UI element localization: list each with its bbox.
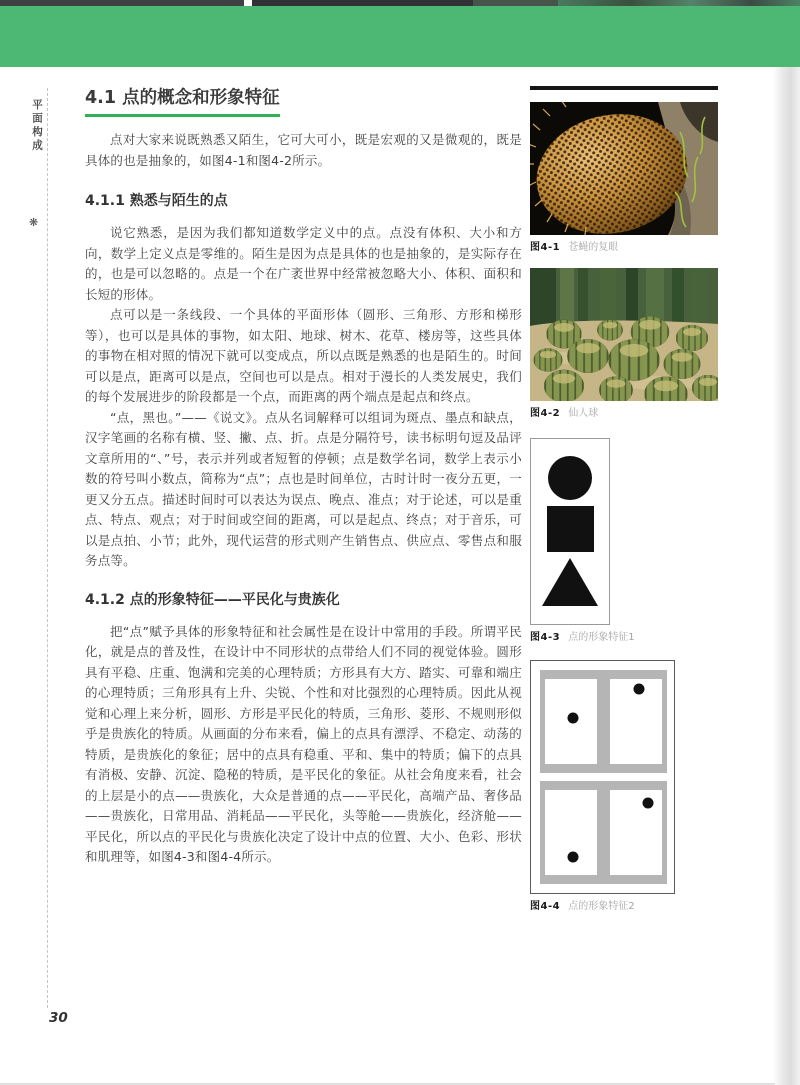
figure-caption: 点的形象特征1 xyxy=(568,632,635,643)
intro-paragraph: 点对大家来说既熟悉又陌生，它可大可小，既是宏观的又是微观的，既是具体的也是抽象的，如图4-1和图4-2所示。 xyxy=(85,132,522,168)
subsection-heading-411: 4.1.1 熟悉与陌生的点 xyxy=(85,193,228,209)
circle-shape xyxy=(548,456,592,500)
dot-panel-bottom xyxy=(540,781,667,884)
figure-4-2 xyxy=(530,268,718,420)
dot-cell xyxy=(545,679,597,764)
body-paragraph: 把“点”赋予具体的形象特征和社会属性是在设计中常用的手段。所谓平民化，就是点的普及性，在设计中不同形状的点带给人们不同的视觉体验。圆形具有平稳、庄重、饱满和完美的心理特质；方形具有大方、踏实、可靠和端庄的心理特质；三角形具有上升、尖锐、个性和对比强烈的心理特质。因此从视觉和心理上来分析，圆形、方形是平民化的特质，三角形、菱形、不规则形似乎是贵族化的特质。从画面的分布来看，偏上的点具有漂浮、不稳定、动荡的特质，是贵族化的象征；居中的点具有稳重、平和、集中的特质；偏下的点具有消极、安静、沉淀、隐秘的特质，是平民化的象征。从社会角度来看，社会的上层是小的点——贵族化，大众是普通的点——平民化，高端产品、奢侈品——贵族化，日常用品、消耗品——平民化，头等舱——贵族化，经济舱——平民化，所以点的平民化与贵族化决定了设计中点的位置、大小、色彩、形状和肌理等，如图4-3和图4-4所示。 xyxy=(85,623,522,864)
figure-4-3 xyxy=(530,438,718,644)
figure-label: 图4-2 xyxy=(530,408,561,419)
figure-column-rule xyxy=(530,86,718,90)
dot-cell xyxy=(610,679,662,764)
dot xyxy=(643,797,654,808)
dot-position-diagram xyxy=(530,660,675,894)
cactus-photo xyxy=(530,268,718,401)
chapter-header-band xyxy=(0,6,800,67)
figure-caption: 点的形象特征2 xyxy=(568,901,635,912)
figure-4-4 xyxy=(530,660,718,913)
main-text-column xyxy=(85,88,522,868)
subsection-heading-412: 4.1.2 点的形象特征——平民化与贵族化 xyxy=(85,591,340,608)
figure-caption-row xyxy=(530,407,718,420)
figure-caption: 苍蝇的复眼 xyxy=(568,242,619,253)
figure-label: 图4-4 xyxy=(530,901,561,912)
figure-caption-row xyxy=(530,631,718,644)
figure-caption-row xyxy=(530,241,718,254)
figure-label: 图4-3 xyxy=(530,632,561,643)
body-paragraph: 说它熟悉，是因为我们都知道数学定义中的点。点没有体积、大小和方向，数学上定义点是零维的。陌生是因为点是具体的也是抽象的，是实际存在的，也是可以忽略的。点是一个在广袤世界中经常被忽略大小、体积、面积和长短的形体。 xyxy=(85,225,522,302)
compound-eye-photo xyxy=(530,102,718,235)
figure-label: 图4-1 xyxy=(530,242,561,253)
dot-cell xyxy=(610,790,662,875)
shapes-diagram xyxy=(530,438,610,625)
square-shape xyxy=(547,506,594,552)
figure-4-1 xyxy=(530,102,718,254)
figure-caption: 仙人球 xyxy=(568,408,599,419)
dot xyxy=(634,684,645,695)
dot-panel-top xyxy=(540,670,667,773)
triangle-shape xyxy=(542,558,598,606)
body-paragraph: 点可以是一条线段、一个具体的平面形体（圆形、三角形、方形和梯形等），也可以是具体的事物，如太阳、地球、树木、花草、楼房等，这些具体的事物在相对照的情况下就可以变成点，所以点既是熟悉的也是陌生的。时间可以是点，距离可以是点，空间也可以是点。相对于漫长的人类发展史，我们的每个发展进步的阶段都是一个点，而距离的两个端点是起点和终点。 xyxy=(85,307,522,404)
section-title xyxy=(85,88,522,117)
page-edge-shadow xyxy=(773,67,800,1085)
section-title-text: 4.1 点的概念和形象特征 xyxy=(85,88,280,117)
asterisk-icon: ❋ xyxy=(29,216,39,229)
body-paragraph: “点，黑也。”——《说文》。点从名词解释可以组词为斑点、墨点和缺点，汉字笔画的名称有横、竖、撇、点、折。点是分隔符号，读书标明句逗及品评文章所用的“、”号，表示并列或者短暂的停顿；点是数学名词，数学上表示小数的符号叫小数点，简称为“点”；点也是时间单位，古时计时一夜分五更，一更又分五点。描述时间时可以表达为误点、晚点、准点；对于论述，可以是重点、特点、观点；对于时间或空间的距离，可以是起点、终点；对于音乐，可以是点拍、小节；此外，现代运营的形式则产生销售点、供应点、零售点和服务点等。 xyxy=(85,409,522,568)
figure-column xyxy=(530,86,718,913)
margin-series-label: 平面构成 xyxy=(31,99,43,153)
dot xyxy=(568,713,579,724)
margin-dashed-rule xyxy=(47,88,48,1008)
dot-cell xyxy=(545,790,597,875)
dot xyxy=(567,852,578,863)
figure-caption-row xyxy=(530,900,718,913)
page-number: 30 xyxy=(49,1010,68,1026)
